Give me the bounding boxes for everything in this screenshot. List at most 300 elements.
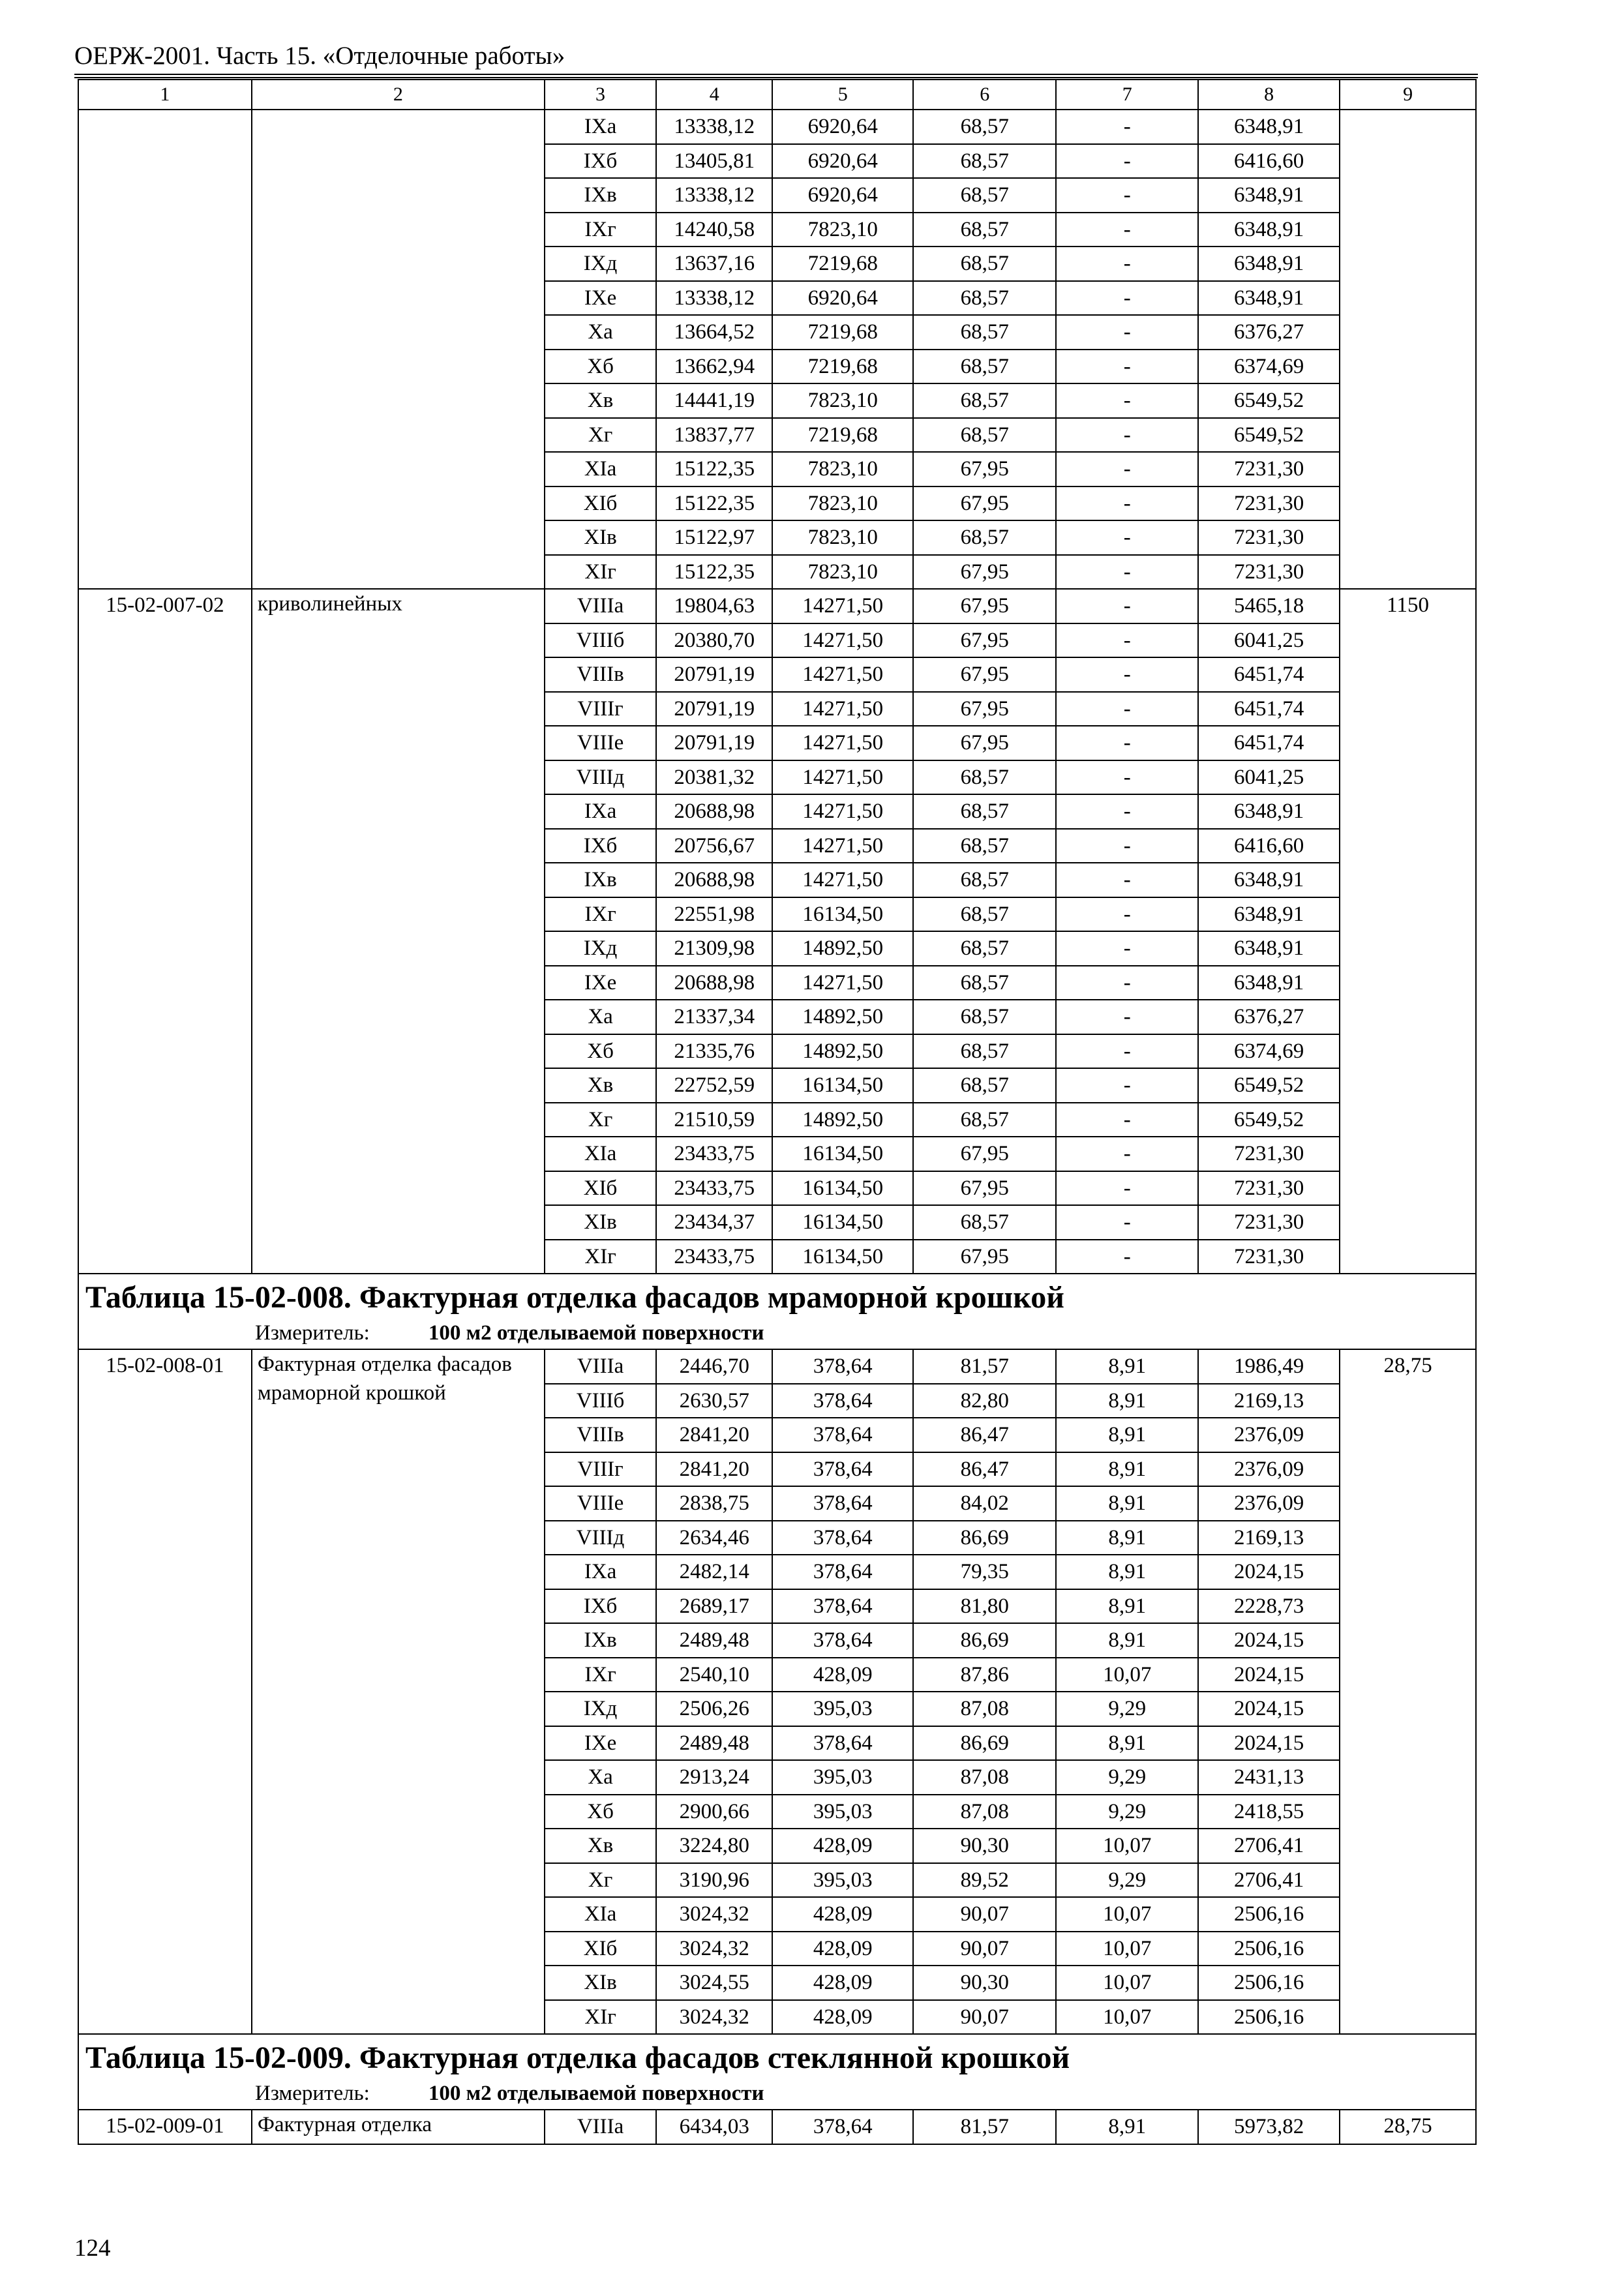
table-cell: 20688,98 [656, 863, 772, 897]
table-cell: - [1056, 1000, 1198, 1034]
table-cell: 2913,24 [656, 1760, 772, 1795]
table-cell: 6434,03 [656, 2110, 772, 2144]
table-cell: Xв [545, 383, 656, 418]
table-cell: VIIIв [545, 1418, 656, 1452]
table-cell: 68,57 [913, 178, 1056, 213]
table-cell: 6348,91 [1198, 897, 1340, 932]
table-cell: 19804,63 [656, 589, 772, 623]
table-cell: 6374,69 [1198, 350, 1340, 384]
table-cell: 6920,64 [772, 110, 913, 144]
rate-code [78, 110, 252, 589]
table-cell: Xб [545, 1034, 656, 1069]
table-cell: 16134,50 [772, 1205, 913, 1240]
table-cell: 13837,77 [656, 418, 772, 453]
table-cell: 81,57 [913, 1349, 1056, 1384]
table-cell: 7823,10 [772, 452, 913, 486]
table-cell: 8,91 [1056, 1384, 1198, 1418]
table-cell: - [1056, 1068, 1198, 1103]
table-cell: 16134,50 [772, 1137, 913, 1171]
table-cell: 68,57 [913, 213, 1056, 247]
table-cell: 87,08 [913, 1692, 1056, 1726]
table-cell: 6348,91 [1198, 794, 1340, 829]
table-cell: 87,08 [913, 1795, 1056, 1829]
table-cell: 8,91 [1056, 1623, 1198, 1658]
table-cell: 8,91 [1056, 1486, 1198, 1521]
table-cell: 15122,35 [656, 452, 772, 486]
table-cell: IXб [545, 144, 656, 179]
table-cell: 10,07 [1056, 1932, 1198, 1966]
table-cell: 67,95 [913, 1171, 1056, 1206]
table-cell: 7231,30 [1198, 1137, 1340, 1171]
table-cell: 6374,69 [1198, 1034, 1340, 1069]
table-cell: 68,57 [913, 350, 1056, 384]
table-cell: 7231,30 [1198, 555, 1340, 590]
table-caption [78, 2034, 1476, 2110]
table-cell: 6041,25 [1198, 760, 1340, 795]
table-cell: 14271,50 [772, 657, 913, 692]
table-cell: 2900,66 [656, 1795, 772, 1829]
table-cell: 14271,50 [772, 829, 913, 863]
table-cell: 20688,98 [656, 794, 772, 829]
table-cell: 6451,74 [1198, 657, 1340, 692]
table-cell: 68,57 [913, 418, 1056, 453]
column-9-value: 28,75 [1340, 2110, 1476, 2144]
table-cell: Xa [545, 1000, 656, 1034]
table-cell: - [1056, 555, 1198, 590]
table-cell: IXд [545, 1692, 656, 1726]
table-cell: 7219,68 [772, 315, 913, 350]
table-cell: 2418,55 [1198, 1795, 1340, 1829]
table-cell: 68,57 [913, 1103, 1056, 1137]
table-cell: XIв [545, 1205, 656, 1240]
table-cell: Xa [545, 315, 656, 350]
table-cell: 84,02 [913, 1486, 1056, 1521]
table-cell: 23433,75 [656, 1240, 772, 1274]
table-cell: 6348,91 [1198, 863, 1340, 897]
table-cell: 2841,20 [656, 1418, 772, 1452]
table-cell: - [1056, 1034, 1198, 1069]
table-cell: XIa [545, 1897, 656, 1932]
table-cell: - [1056, 966, 1198, 1000]
header-rule [74, 77, 1478, 78]
table-cell: - [1056, 657, 1198, 692]
table-cell: 20381,32 [656, 760, 772, 795]
table-cell: 21337,34 [656, 1000, 772, 1034]
table-cell: 2540,10 [656, 1658, 772, 1692]
column-9-value [1340, 110, 1476, 589]
table-cell: 14271,50 [772, 589, 913, 623]
table-cell: - [1056, 315, 1198, 350]
table-cell: - [1056, 931, 1198, 966]
table-cell: - [1056, 110, 1198, 144]
table-cell: IXa [545, 794, 656, 829]
table-cell: 395,03 [772, 1760, 913, 1795]
table-cell: 378,64 [772, 1623, 913, 1658]
table-cell: 68,57 [913, 1068, 1056, 1103]
table-cell: 2376,09 [1198, 1452, 1340, 1487]
table-cell: 14892,50 [772, 1103, 913, 1137]
table-cell: 23433,75 [656, 1171, 772, 1206]
table-caption-title: Таблица 15-02-008. Фактурная отделка фасадов мраморной крошкой [85, 1280, 1064, 1315]
table-cell: VIIIa [545, 589, 656, 623]
table-cell: 2838,75 [656, 1486, 772, 1521]
table-cell: 6348,91 [1198, 247, 1340, 281]
table-cell: VIIIe [545, 1486, 656, 1521]
table-cell: 8,91 [1056, 1521, 1198, 1555]
table-cell: 2506,16 [1198, 1897, 1340, 1932]
table-cell: 21335,76 [656, 1034, 772, 1069]
table-cell: 1986,49 [1198, 1349, 1340, 1384]
column-number: 1 [78, 80, 252, 110]
table-cell: - [1056, 281, 1198, 316]
table-cell: 378,64 [772, 1349, 913, 1384]
column-number: 7 [1056, 80, 1198, 110]
table-cell: 13637,16 [656, 247, 772, 281]
column-number: 6 [913, 80, 1056, 110]
work-description: Фактурная отделка фасадов мраморной крошкой [252, 1349, 545, 2034]
table-cell: 14892,50 [772, 931, 913, 966]
table-cell: - [1056, 144, 1198, 179]
table-cell: - [1056, 247, 1198, 281]
table-cell: - [1056, 1137, 1198, 1171]
table-cell: VIIIб [545, 623, 656, 658]
table-cell: 14271,50 [772, 623, 913, 658]
table-row [78, 589, 1476, 623]
table-cell: 81,57 [913, 2110, 1056, 2144]
table-cell: 15122,97 [656, 520, 772, 555]
table-cell: 20791,19 [656, 657, 772, 692]
table-cell: 13664,52 [656, 315, 772, 350]
table-cell: 8,91 [1056, 1349, 1198, 1384]
table-cell: 90,07 [913, 1897, 1056, 1932]
table-cell: 86,47 [913, 1452, 1056, 1487]
table-cell: 6348,91 [1198, 931, 1340, 966]
table-cell: 2376,09 [1198, 1486, 1340, 1521]
table-cell: IXe [545, 1726, 656, 1761]
table-cell: - [1056, 1240, 1198, 1274]
table-cell: 86,69 [913, 1623, 1056, 1658]
table-cell: 68,57 [913, 281, 1056, 316]
table-cell: 378,64 [772, 1589, 913, 1624]
measure-unit-line [85, 2078, 1475, 2109]
table-cell: 14271,50 [772, 726, 913, 760]
table-cell: 2024,15 [1198, 1726, 1340, 1761]
table-cell: 6451,74 [1198, 692, 1340, 726]
page-number: 124 [74, 2235, 111, 2262]
table-cell: 6348,91 [1198, 178, 1340, 213]
table-cell: IXв [545, 178, 656, 213]
work-description: Фактурная отделка [252, 2110, 545, 2144]
table-cell: 7219,68 [772, 418, 913, 453]
table-cell: 90,07 [913, 2000, 1056, 2035]
table-cell: 68,57 [913, 520, 1056, 555]
table-cell: 7231,30 [1198, 520, 1340, 555]
table-cell: 7823,10 [772, 383, 913, 418]
table-cell: 90,30 [913, 1829, 1056, 1863]
work-description: криволинейных [252, 589, 545, 1274]
table-cell: 2446,70 [656, 1349, 772, 1384]
table-row [78, 110, 1476, 144]
table-cell: 67,95 [913, 486, 1056, 521]
table-cell: 7231,30 [1198, 1205, 1340, 1240]
table-cell: Xв [545, 1068, 656, 1103]
table-cell: 6920,64 [772, 281, 913, 316]
table-cell: 6920,64 [772, 144, 913, 179]
table-cell: 2024,15 [1198, 1623, 1340, 1658]
table-cell: 10,07 [1056, 1897, 1198, 1932]
table-cell: - [1056, 863, 1198, 897]
table-cell: 10,07 [1056, 1966, 1198, 2000]
table-cell: 395,03 [772, 1863, 913, 1898]
table-cell: 378,64 [772, 1521, 913, 1555]
table-cell: 67,95 [913, 692, 1056, 726]
table-cell: 395,03 [772, 1692, 913, 1726]
table-cell: 6376,27 [1198, 1000, 1340, 1034]
table-cell: - [1056, 1205, 1198, 1240]
table-cell: 7231,30 [1198, 486, 1340, 521]
table-cell: 428,09 [772, 1829, 913, 1863]
table-cell: 67,95 [913, 589, 1056, 623]
table-cell: 2169,13 [1198, 1521, 1340, 1555]
table-cell: 68,57 [913, 247, 1056, 281]
table-cell: 2489,48 [656, 1623, 772, 1658]
table-cell: 6348,91 [1198, 110, 1340, 144]
table-cell: - [1056, 726, 1198, 760]
table-cell: 89,52 [913, 1863, 1056, 1898]
table-cell: 2489,48 [656, 1726, 772, 1761]
table-cell: 2376,09 [1198, 1418, 1340, 1452]
table-cell: 2169,13 [1198, 1384, 1340, 1418]
table-cell: IXв [545, 863, 656, 897]
table-cell: XIб [545, 1932, 656, 1966]
table-cell: Xв [545, 1829, 656, 1863]
table-cell: XIв [545, 520, 656, 555]
table-cell: - [1056, 794, 1198, 829]
table-cell: 67,95 [913, 555, 1056, 590]
table-cell: 2482,14 [656, 1555, 772, 1589]
column-9-value: 1150 [1340, 589, 1476, 1274]
table-cell: - [1056, 1171, 1198, 1206]
table-cell: 14892,50 [772, 1034, 913, 1069]
table-cell: 2506,26 [656, 1692, 772, 1726]
table-cell: 68,57 [913, 1205, 1056, 1240]
table-cell: 6041,25 [1198, 623, 1340, 658]
table-cell: IXe [545, 281, 656, 316]
table-cell: 86,47 [913, 1418, 1056, 1452]
table-cell: 428,09 [772, 2000, 913, 2035]
table-cell: VIIIг [545, 692, 656, 726]
table-cell: 8,91 [1056, 2110, 1198, 2144]
table-cell: 21510,59 [656, 1103, 772, 1137]
table-cell: 67,95 [913, 623, 1056, 658]
table-cell: 22551,98 [656, 897, 772, 932]
table-cell: 7231,30 [1198, 1171, 1340, 1206]
table-cell: 90,07 [913, 1932, 1056, 1966]
column-number: 9 [1340, 80, 1476, 110]
table-cell: 5973,82 [1198, 2110, 1340, 2144]
table-cell: VIIIб [545, 1384, 656, 1418]
table-cell: IXг [545, 1658, 656, 1692]
table-cell: 9,29 [1056, 1863, 1198, 1898]
column-number: 2 [252, 80, 545, 110]
table-cell: 6348,91 [1198, 281, 1340, 316]
table-cell: 14271,50 [772, 692, 913, 726]
table-row [78, 2110, 1476, 2144]
table-cell: IXб [545, 1589, 656, 1624]
measure-unit-label: Измеритель: [255, 1321, 370, 1345]
table-cell: VIIIa [545, 2110, 656, 2144]
table-cell: 2841,20 [656, 1452, 772, 1487]
table-caption-title: Таблица 15-02-009. Фактурная отделка фасадов стеклянной крошкой [85, 2041, 1070, 2075]
table-cell: 68,57 [913, 1034, 1056, 1069]
table-cell: 68,57 [913, 931, 1056, 966]
table-cell: 428,09 [772, 1966, 913, 2000]
table-cell: 8,91 [1056, 1726, 1198, 1761]
table-cell: 6348,91 [1198, 966, 1340, 1000]
table-cell: 428,09 [772, 1658, 913, 1692]
table-cell: 7231,30 [1198, 452, 1340, 486]
table-cell: 8,91 [1056, 1555, 1198, 1589]
table-cell: XIг [545, 2000, 656, 2035]
table-cell: 2689,17 [656, 1589, 772, 1624]
table-cell: 21309,98 [656, 931, 772, 966]
table-cell: 395,03 [772, 1795, 913, 1829]
table-cell: XIб [545, 1171, 656, 1206]
table-cell: Xб [545, 350, 656, 384]
table-cell: VIIIe [545, 726, 656, 760]
table-cell: 3024,32 [656, 1932, 772, 1966]
table-caption [78, 1274, 1476, 1349]
table-cell: 7823,10 [772, 213, 913, 247]
table-cell: XIг [545, 555, 656, 590]
table-cell: 8,91 [1056, 1452, 1198, 1487]
table-cell: XIб [545, 486, 656, 521]
table-cell: 7823,10 [772, 486, 913, 521]
table-cell: 9,29 [1056, 1692, 1198, 1726]
table-cell: - [1056, 1103, 1198, 1137]
table-cell: 68,57 [913, 110, 1056, 144]
table-cell: 3024,32 [656, 1897, 772, 1932]
table-cell: 68,57 [913, 760, 1056, 795]
table-cell: 14271,50 [772, 794, 913, 829]
table-cell: - [1056, 829, 1198, 863]
table-cell: 2024,15 [1198, 1658, 1340, 1692]
table-cell: Xг [545, 1863, 656, 1898]
table-cell: 6920,64 [772, 178, 913, 213]
table-cell: 14271,50 [772, 760, 913, 795]
table-cell: - [1056, 452, 1198, 486]
table-row [78, 1349, 1476, 1384]
table-cell: 2506,16 [1198, 1966, 1340, 2000]
table-cell: - [1056, 897, 1198, 932]
table-cell: 2706,41 [1198, 1829, 1340, 1863]
table-cell: 13338,12 [656, 178, 772, 213]
table-cell: VIIIг [545, 1452, 656, 1487]
table-cell: 68,57 [913, 897, 1056, 932]
table-cell: 67,95 [913, 1137, 1056, 1171]
header-rule [74, 74, 1478, 75]
table-cell: 8,91 [1056, 1418, 1198, 1452]
table-cell: IXб [545, 829, 656, 863]
table-cell: 378,64 [772, 1452, 913, 1487]
table-cell: 68,57 [913, 383, 1056, 418]
table-cell: Xг [545, 418, 656, 453]
table-cell: 20688,98 [656, 966, 772, 1000]
table-cell: 378,64 [772, 2110, 913, 2144]
table-cell: XIг [545, 1240, 656, 1274]
table-cell: 428,09 [772, 1932, 913, 1966]
table-cell: IXг [545, 213, 656, 247]
table-cell: 7823,10 [772, 555, 913, 590]
table-cell: 7231,30 [1198, 1240, 1340, 1274]
table-cell: 3024,55 [656, 1966, 772, 2000]
table-cell: 2024,15 [1198, 1555, 1340, 1589]
table-cell: 378,64 [772, 1486, 913, 1521]
table-cell: 9,29 [1056, 1760, 1198, 1795]
table-cell: 10,07 [1056, 1829, 1198, 1863]
table-cell: 14892,50 [772, 1000, 913, 1034]
column-number: 3 [545, 80, 656, 110]
table-cell: 9,29 [1056, 1795, 1198, 1829]
table-cell: 6376,27 [1198, 315, 1340, 350]
table-cell: 2506,16 [1198, 1932, 1340, 1966]
table-cell: 68,57 [913, 829, 1056, 863]
table-cell: - [1056, 213, 1198, 247]
table-cell: 6348,91 [1198, 213, 1340, 247]
table-cell: 6549,52 [1198, 1103, 1340, 1137]
table-cell: 15122,35 [656, 555, 772, 590]
table-cell: 67,95 [913, 726, 1056, 760]
rate-code: 15-02-007-02 [78, 589, 252, 1274]
table-cell: 68,57 [913, 144, 1056, 179]
table-cell: - [1056, 178, 1198, 213]
table-cell: - [1056, 623, 1198, 658]
measure-unit-value: 100 м2 отделываемой поверхности [428, 1321, 764, 1345]
table-cell: 20380,70 [656, 623, 772, 658]
table-cell: - [1056, 383, 1198, 418]
column-number: 8 [1198, 80, 1340, 110]
table-cell: 81,80 [913, 1589, 1056, 1624]
table-cell: VIIIa [545, 1349, 656, 1384]
table-cell: 2024,15 [1198, 1692, 1340, 1726]
rate-code: 15-02-009-01 [78, 2110, 252, 2144]
table-cell: 2506,16 [1198, 2000, 1340, 2035]
table-cell: 378,64 [772, 1555, 913, 1589]
page-header-title: ОЕРЖ-2001. Часть 15. «Отделочные работы» [74, 42, 565, 70]
table-cell: 68,57 [913, 315, 1056, 350]
table-cell: 86,69 [913, 1521, 1056, 1555]
table-cell: 10,07 [1056, 1658, 1198, 1692]
table-cell: - [1056, 589, 1198, 623]
table-cell: 23433,75 [656, 1137, 772, 1171]
table-cell: 378,64 [772, 1384, 913, 1418]
table-cell: 20791,19 [656, 692, 772, 726]
table-cell: 68,57 [913, 1000, 1056, 1034]
table-cell: 6416,60 [1198, 829, 1340, 863]
column-number-row [78, 80, 1476, 110]
table-cell: - [1056, 760, 1198, 795]
table-cell: VIIIд [545, 760, 656, 795]
table-cell: 90,30 [913, 1966, 1056, 2000]
table-cell: 15122,35 [656, 486, 772, 521]
table-cell: 6451,74 [1198, 726, 1340, 760]
table-cell: - [1056, 350, 1198, 384]
table-cell: IXд [545, 931, 656, 966]
table-cell: 87,86 [913, 1658, 1056, 1692]
table-cell: 68,57 [913, 966, 1056, 1000]
table-cell: 23434,37 [656, 1205, 772, 1240]
table-cell: 5465,18 [1198, 589, 1340, 623]
